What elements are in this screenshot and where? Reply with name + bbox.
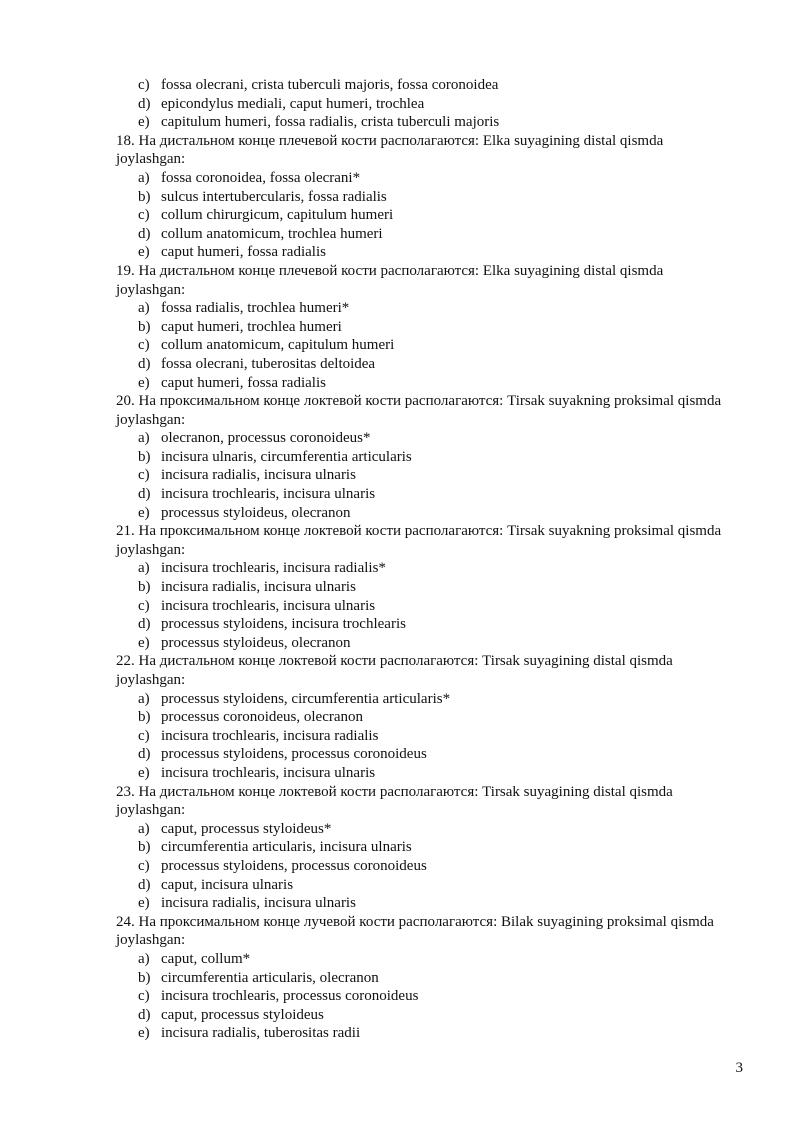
option-item — [116, 336, 726, 355]
option-letter: c) — [138, 77, 150, 93]
option-item — [116, 894, 726, 913]
option-text: capitulum humeri, fossa radialis, crista tuberculi majoris — [161, 114, 500, 131]
option-item — [116, 299, 726, 318]
option-item — [116, 504, 726, 523]
option-text: caput, collum* — [161, 950, 251, 967]
option-letter: e) — [138, 504, 150, 521]
option-item — [116, 225, 726, 244]
option-item — [116, 950, 726, 969]
option-item — [116, 429, 726, 448]
option-text: incisura ulnaris, circumferentia articularis — [161, 448, 412, 465]
option-letter: a) — [138, 820, 150, 837]
option-text: caput humeri, fossa radialis — [161, 244, 326, 261]
option-text: incisura trochlearis, incisura ulnaris — [161, 486, 376, 503]
option-letter: b) — [138, 318, 151, 335]
option-letter: d) — [138, 95, 151, 112]
question-18 — [116, 132, 726, 169]
question-24 — [116, 913, 726, 950]
option-text: incisura radialis, incisura ulnaris — [161, 579, 356, 596]
option-text: processus styloideus, olecranon — [161, 504, 351, 521]
option-item — [116, 597, 726, 616]
option-text: incisura radialis, incisura ulnaris — [161, 895, 356, 912]
option-letter: e) — [138, 114, 150, 131]
option-text: caput humeri, trochlea humeri — [161, 318, 342, 335]
option-item — [116, 820, 726, 839]
option-text: processus styloidens, circumferentia articularis* — [161, 690, 451, 707]
question-number: 20. — [116, 393, 135, 410]
option-letter: a) — [138, 690, 150, 707]
option-text: fossa radialis, trochlea humeri* — [161, 300, 350, 317]
option-item — [116, 690, 726, 709]
option-item — [116, 727, 726, 746]
question-text: На проксимальном конце лучевой кости располагаются: Bilak suyagining proksimal qismda joylashgan: — [116, 913, 714, 949]
question-text: На проксимальном конце локтевой кости располагаются: Tirsak suyakning proksimal qismda joylashgan: — [116, 393, 722, 428]
question-text: На дистальном конце плечевой кости располагаются: Elka suyagining distal qismda joylashgan: — [116, 132, 664, 168]
option-letter: e) — [138, 244, 150, 261]
question-19 — [116, 262, 726, 299]
question-number: 21. — [116, 523, 135, 540]
option-text: caput humeri, fossa radialis — [161, 374, 326, 391]
question-text: На проксимальном конце локтевой кости располагаются: Tirsak suyakning proksimal qismda joylashgan: — [116, 523, 722, 558]
option-letter: c) — [138, 857, 150, 874]
option-text: collum anatomicum, capitulum humeri — [161, 337, 395, 354]
option-text: collum chirurgicum, capitulum humeri — [161, 207, 394, 224]
option-letter: b) — [138, 188, 151, 205]
option-letter: c) — [138, 597, 150, 614]
question-number: 24. — [116, 913, 135, 930]
option-letter: d) — [138, 876, 151, 893]
option-item — [116, 374, 726, 393]
option-letter: a) — [138, 430, 150, 447]
question-number: 22. — [116, 653, 135, 670]
option-item — [116, 188, 726, 207]
question-number: 18. — [116, 132, 135, 149]
option-item — [116, 745, 726, 764]
option-item — [116, 857, 726, 876]
option-text: fossa olecrani, crista tuberculi majoris, fossa coronoidea — [161, 77, 499, 93]
question-20 — [116, 392, 726, 429]
option-item — [116, 169, 726, 188]
option-letter: e) — [138, 374, 150, 391]
option-letter: e) — [138, 764, 150, 781]
option-text: circumferentia articularis, incisura ulnaris — [161, 839, 412, 856]
option-item — [116, 578, 726, 597]
option-item — [116, 448, 726, 467]
option-text: processus styloideus, olecranon — [161, 634, 351, 651]
question-text: На дистальном конце плечевой кости располагаются: Elka suyagining distal qismda joylashgan: — [116, 262, 664, 298]
option-letter: e) — [138, 1025, 150, 1042]
option-item — [116, 355, 726, 374]
option-item — [116, 987, 726, 1006]
question-23 — [116, 783, 726, 820]
option-item — [116, 708, 726, 727]
option-letter: a) — [138, 300, 150, 317]
option-letter: b) — [138, 579, 151, 596]
option-text: circumferentia articularis, olecranon — [161, 969, 379, 986]
option-letter: a) — [138, 169, 150, 186]
option-item — [116, 466, 726, 485]
option-text: sulcus intertubercularis, fossa radialis — [161, 188, 387, 205]
page-number: 3 — [735, 1060, 743, 1076]
option-item — [116, 969, 726, 988]
question-text: На дистальном конце локтевой кости располагаются: Tirsak suyagining distal qismda joylashgan: — [116, 653, 673, 688]
option-text: incisura trochlearis, incisura radialis* — [161, 560, 386, 577]
question-number: 23. — [116, 783, 135, 800]
question-text: На дистальном конце локтевой кости располагаются: Tirsak suyagining distal qismda joylashgan: — [116, 783, 673, 819]
option-item — [116, 764, 726, 783]
option-text: processus styloidens, processus coronoideus — [161, 857, 427, 874]
option-text: incisura trochlearis, incisura radialis — [161, 727, 379, 744]
option-letter: c) — [138, 337, 150, 354]
option-text: olecranon, processus coronoideus* — [161, 430, 371, 447]
option-text: caput, processus styloideus — [161, 1006, 324, 1023]
option-text: collum anatomicum, trochlea humeri — [161, 225, 383, 242]
option-text: incisura radialis, incisura ulnaris — [161, 467, 356, 484]
option-text: caput, incisura ulnaris — [161, 876, 294, 893]
option-item — [116, 113, 726, 132]
option-letter: e) — [138, 634, 150, 651]
option-letter: b) — [138, 709, 151, 726]
question-number: 19. — [116, 262, 135, 279]
question-22 — [116, 652, 726, 689]
option-item — [116, 876, 726, 895]
option-text: caput, processus styloideus* — [161, 820, 332, 837]
option-letter: c) — [138, 207, 150, 224]
option-item — [116, 838, 726, 857]
option-letter: d) — [138, 616, 151, 633]
option-letter: b) — [138, 969, 151, 986]
option-item — [116, 243, 726, 262]
option-text: incisura trochlearis, incisura ulnaris — [161, 764, 376, 781]
option-letter: b) — [138, 448, 151, 465]
option-item — [116, 318, 726, 337]
option-text: processus styloidens, processus coronoideus — [161, 746, 427, 763]
option-item — [116, 95, 726, 114]
option-letter: d) — [138, 746, 151, 763]
option-item — [116, 559, 726, 578]
option-text: incisura radialis, tuberositas radii — [161, 1025, 361, 1042]
option-letter: a) — [138, 560, 150, 577]
option-item — [116, 634, 726, 653]
option-text: fossa coronoidea, fossa olecrani* — [161, 169, 361, 186]
option-text: incisura trochlearis, processus coronoideus — [161, 988, 419, 1005]
option-item — [116, 76, 726, 95]
option-item — [116, 1006, 726, 1025]
option-text: fossa olecrani, tuberositas deltoidea — [161, 355, 376, 372]
option-letter: c) — [138, 467, 150, 484]
option-text: processus coronoideus, olecranon — [161, 709, 364, 726]
document-page — [116, 76, 726, 1043]
option-letter: d) — [138, 486, 151, 503]
option-item — [116, 206, 726, 225]
option-letter: d) — [138, 355, 151, 372]
option-letter: d) — [138, 1006, 151, 1023]
option-letter: b) — [138, 839, 151, 856]
option-letter: c) — [138, 727, 150, 744]
question-21 — [116, 522, 726, 559]
option-item — [116, 485, 726, 504]
option-letter: c) — [138, 988, 150, 1005]
option-text: processus styloidens, incisura trochlearis — [161, 616, 406, 633]
option-letter: a) — [138, 950, 150, 967]
option-text: epicondylus mediali, caput humeri, trochlea — [161, 95, 425, 112]
option-item — [116, 1024, 726, 1043]
option-letter: d) — [138, 225, 151, 242]
option-text: incisura trochlearis, incisura ulnaris — [161, 597, 376, 614]
option-letter: e) — [138, 895, 150, 912]
option-item — [116, 615, 726, 634]
